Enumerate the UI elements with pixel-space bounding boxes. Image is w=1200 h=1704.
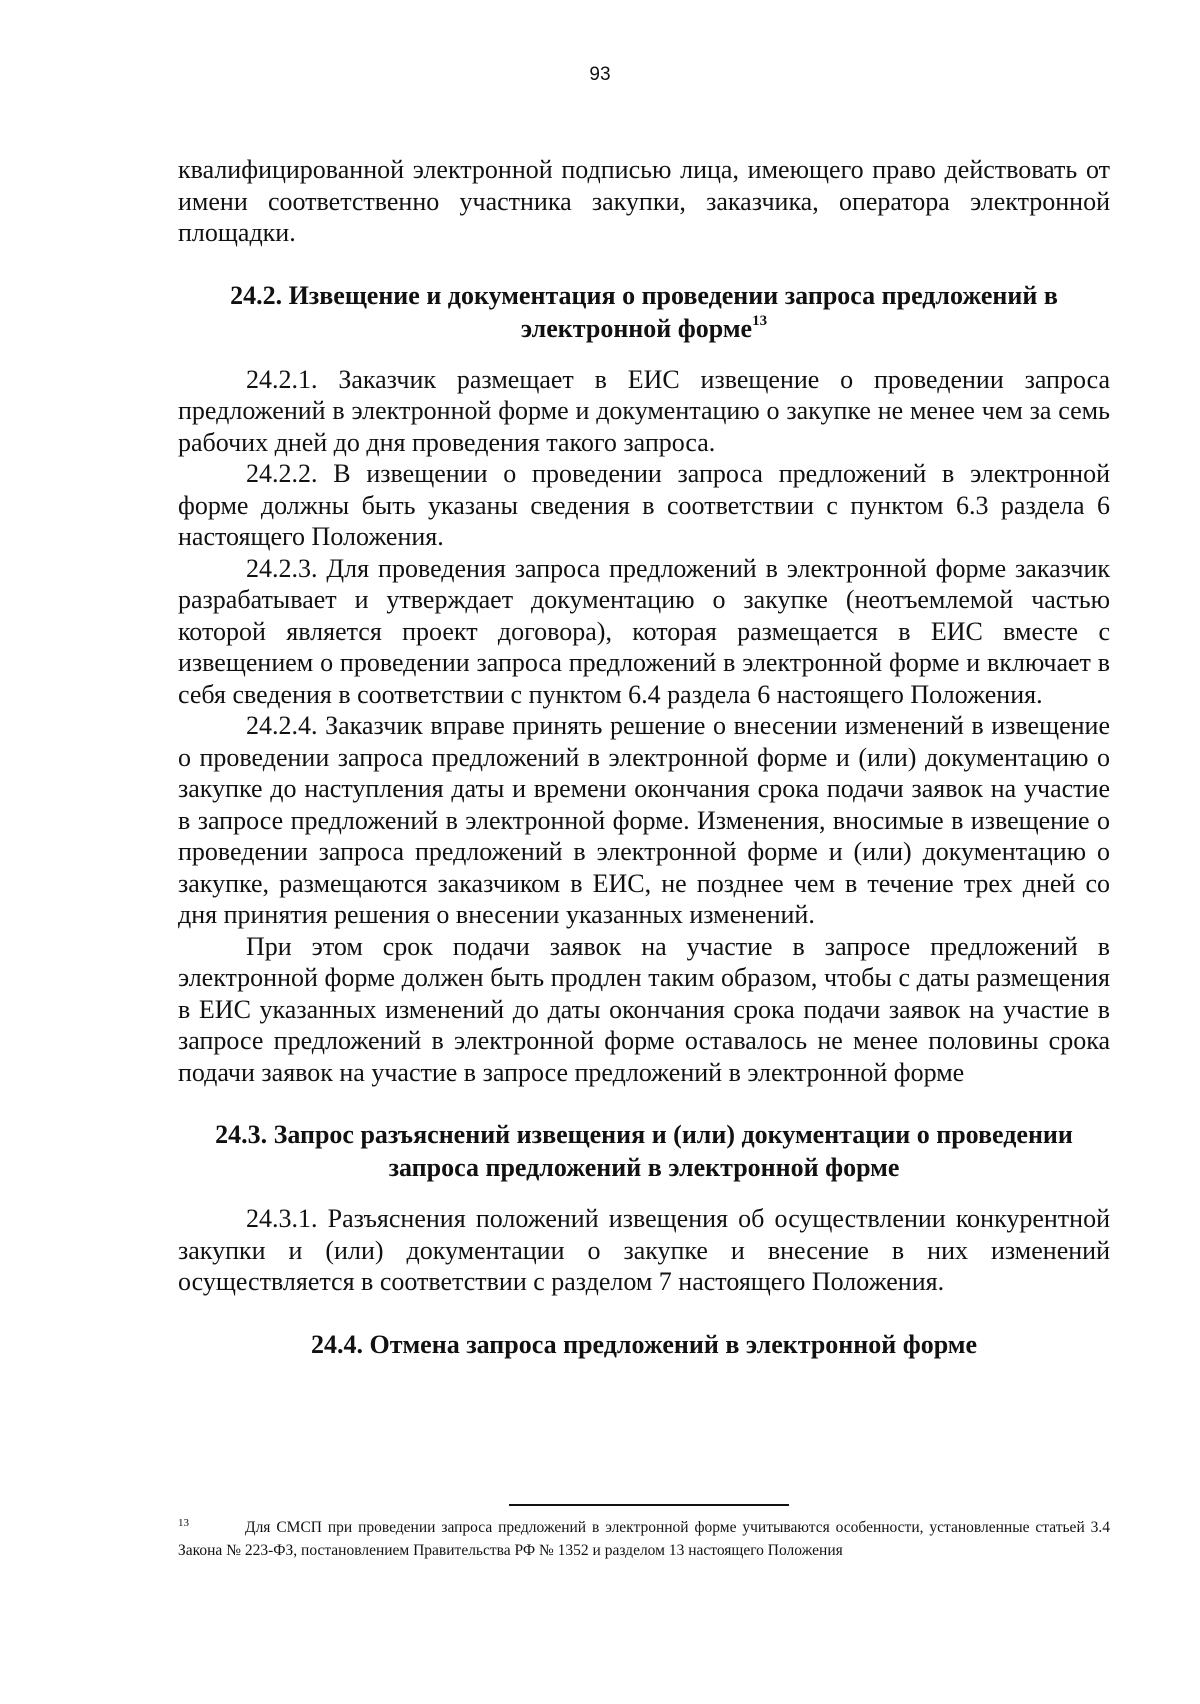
page-number: 93 xyxy=(589,64,611,85)
paragraph-24-2-3: 24.2.3. Для проведения запроса предложений в электронной форме заказчик разрабатывает и утверждает документацию о закупке (неотъемлемой частью которой является проект договора), которая размещается в ЕИС вместе с извещением о проведении запроса предложений в электронной форме и включает в себя сведения в соответствии с пунктом 6.4 раздела 6 настоящего Положения. xyxy=(178,553,1110,709)
footnote-number: 13 xyxy=(178,1517,189,1529)
section-heading-24-3: 24.3. Запрос разъяснений извещения и (или) документации о проведении запроса предложений в электронной форме xyxy=(215,1120,1073,1182)
paragraph-24-2-1: 24.2.1. Заказчик размещает в ЕИС извещение о проведении запроса предложений в электронной форме и документацию о закупке не менее чем за семь рабочих дней до дня проведения такого запроса. xyxy=(178,364,1110,457)
footnote-text: Для СМСП при проведении запроса предложений в электронной форме учитываются особенности, установленные статьей 3.4 Закона № 223-ФЗ, постановлением Правительства РФ № 1352 и разделом 13 настоящего Положения xyxy=(178,1519,1110,1559)
intro-paragraph: квалифицированной электронной подписью лица, имеющего право действовать от имени соответственно участника закупки, заказчика, оператора электронной площадки. xyxy=(178,155,1110,247)
footnote-separator xyxy=(509,1504,789,1506)
section-heading-24-2 xyxy=(178,279,1110,345)
paragraph-24-2-4-continuation: При этом срок подачи заявок на участие в запросе предложений в электронной форме должен быть продлен таким образом, чтобы с даты размещения в ЕИС указанных изменений до даты окончания срока подачи заявок на участие в запросе предложений в электронной форме оставалось не менее половины срока подачи заявок на участие в запросе предложений в электронной форме xyxy=(178,931,1110,1087)
section-heading-24-4: 24.4. Отмена запроса предложений в электронной форме xyxy=(310,1329,978,1359)
section-heading-24-2-text: 24.2. Извещение и документация о проведении запроса предложений в электронной форме xyxy=(230,280,1058,343)
paragraph-24-3-1: 24.3.1. Разъяснения положений извещения об осуществлении конкурентной закупки и (или) документации о закупке и внесение в них изменений осуществляется в соответствии с разделом 7 настоящего Положения. xyxy=(178,1204,1110,1296)
paragraph-24-2-4: 24.2.4. Заказчик вправе принять решение о внесении изменений в извещение о проведении запроса предложений в электронной форме и (или) документацию о закупке до наступления даты и времени окончания срока подачи заявок на участие в запросе предложений в электронной форме. Изменения, вносимые в извещение о проведении запроса предложений в электронной форме и (или) документацию о закупке, размещаются заказчиком в ЕИС, не позднее чем в течение трех дней со дня принятия решения о внесении указанных изменений. xyxy=(178,711,1110,929)
footnote-reference: 13 xyxy=(752,312,768,329)
paragraph-24-2-2: 24.2.2. В извещении о проведении запроса предложений в электронной форме должны быть указаны сведения в соответствии с пунктом 6.3 раздела 6 настоящего Положения. xyxy=(178,459,1110,551)
document-body xyxy=(178,154,1110,1361)
footnote xyxy=(178,1517,1110,1562)
